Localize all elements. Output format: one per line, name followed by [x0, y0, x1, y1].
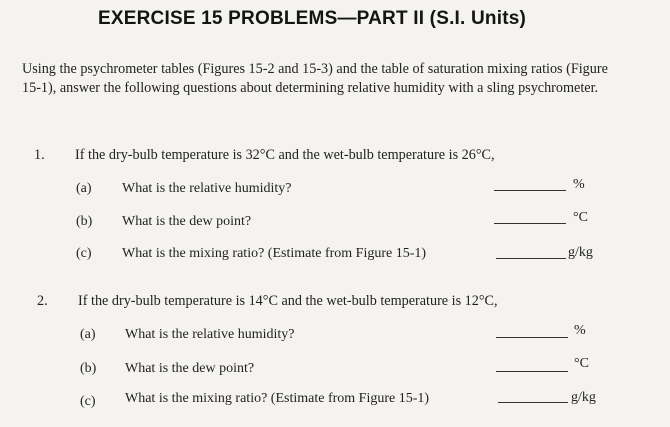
problem-1c-answer-blank[interactable]: [496, 258, 566, 259]
problem-1a-label: (a): [76, 181, 92, 196]
problem-2c-unit: g/kg: [571, 390, 596, 405]
problem-2b-unit: °C: [574, 356, 589, 371]
problem-1a-answer-blank[interactable]: [494, 190, 566, 191]
problem-2b-question: What is the dew point?: [125, 361, 255, 376]
problem-1-number: 1.: [34, 147, 45, 163]
problem-2c-question: What is the mixing ratio? (Estimate from Figure 15-1): [125, 391, 430, 406]
problem-1b-label: (b): [76, 214, 93, 229]
problem-2b-answer-blank[interactable]: [496, 371, 568, 372]
problem-2a-label: (a): [80, 327, 96, 342]
problem-2c-answer-blank[interactable]: [498, 402, 568, 403]
problem-1b-unit: °C: [573, 210, 588, 225]
problem-2a-question: What is the relative humidity?: [125, 327, 295, 342]
problem-2a-unit: %: [574, 323, 586, 338]
exercise-title: EXERCISE 15 PROBLEMS—PART II (S.I. Units): [98, 8, 527, 29]
problem-2-text: If the dry-bulb temperature is 14°C and the wet-bulb temperature is 12°C,: [78, 293, 498, 309]
problem-1a-unit: %: [573, 177, 585, 192]
problem-1c-unit: g/kg: [568, 245, 593, 260]
problem-2a-answer-blank[interactable]: [496, 337, 568, 338]
instructions-paragraph: Using the psychrometer tables (Figures 15-2 and 15-3) and the table of saturation mixing ratios (Figure 15-1), answer the following questions about determining relative humidity with a sling psychrometer.: [22, 61, 608, 96]
problem-1c-label: (c): [76, 246, 92, 261]
problem-1b-answer-blank[interactable]: [494, 223, 566, 224]
problem-2-number: 2.: [37, 293, 48, 309]
problem-1b-question: What is the dew point?: [122, 214, 252, 229]
problem-1c-question: What is the mixing ratio? (Estimate from Figure 15-1): [122, 246, 427, 261]
problem-1-text: If the dry-bulb temperature is 32°C and the wet-bulb temperature is 26°C,: [75, 147, 495, 163]
problem-1a-question: What is the relative humidity?: [122, 181, 292, 196]
problem-2b-label: (b): [80, 361, 97, 376]
problem-2c-label: (c): [80, 394, 96, 409]
